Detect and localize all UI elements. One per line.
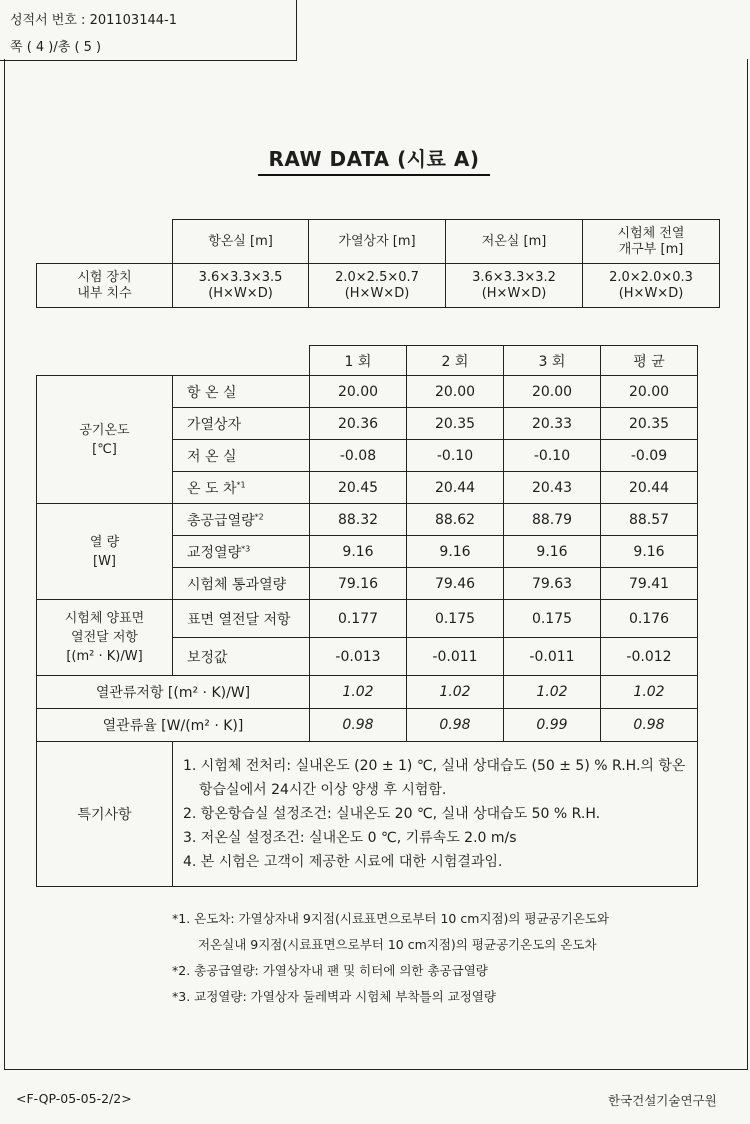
value-cell: -0.011 — [504, 638, 601, 676]
note-item: 2. 항온항습실 설정조건: 실내온도 20 ℃, 실내 상대습도 50 % R.H. — [183, 806, 601, 822]
value-cell: 0.177 — [310, 600, 407, 638]
row-label: 항 온 실 — [173, 376, 310, 408]
value-cell: 1.02 — [310, 676, 407, 709]
report-header-box — [0, 0, 297, 61]
value-cell: 0.175 — [407, 600, 504, 638]
value-cell: 0.98 — [407, 709, 504, 742]
footnotes — [172, 906, 732, 1010]
note-item: 1. 시험체 전처리: 실내온도 (20 ± 1) ℃, 실내 상대습도 (50 ± 5) % R.H.의 항온 — [183, 758, 686, 774]
value-cell: 20.36 — [310, 408, 407, 440]
results-col-header: 평 균 — [601, 346, 698, 376]
dimensions-corner — [37, 220, 173, 264]
group-heat: 열 량 [W] — [37, 504, 173, 600]
dimensions-col-header: 저온실 [m] — [446, 220, 583, 264]
row-label: 총공급열량$^{*2}$ — [173, 504, 310, 536]
value-cell: 20.45 — [310, 472, 407, 504]
value-cell: 20.00 — [310, 376, 407, 408]
value-cell: 0.98 — [310, 709, 407, 742]
value-cell: 20.44 — [407, 472, 504, 504]
form-code: <F-QP-05-05-2/2> — [16, 1091, 132, 1106]
note-item: 항습실에서 24시간 이상 양생 후 시험함. — [199, 782, 447, 798]
value-cell: 20.00 — [601, 376, 698, 408]
value-cell: 88.57 — [601, 504, 698, 536]
value-cell: -0.09 — [601, 440, 698, 472]
value-cell: 0.99 — [504, 709, 601, 742]
dimensions-cell: 3.6×3.3×3.5 (H×W×D) — [173, 264, 309, 308]
value-cell: 20.00 — [504, 376, 601, 408]
footnote: *3. 교정열량: 가열상자 둘레벽과 시험체 부착틀의 교정열량 — [172, 989, 496, 1004]
note-item: 3. 저온실 설정조건: 실내온도 0 ℃, 기류속도 2.0 m/s — [183, 830, 517, 846]
value-cell: 88.32 — [310, 504, 407, 536]
value-cell: 79.16 — [310, 568, 407, 600]
dimensions-cell: 2.0×2.0×0.3 (H×W×D) — [583, 264, 720, 308]
value-cell: 0.175 — [504, 600, 601, 638]
value-cell: -0.10 — [504, 440, 601, 472]
footnote: *1. 온도차: 가열상자내 9지점(시료표면으로부터 10 cm지점)의 평균공기온도와 — [172, 911, 609, 926]
notes-label: 특기사항 — [37, 742, 173, 887]
footnote: *2. 총공급열량: 가열상자내 팬 및 히터에 의한 총공급열량 — [172, 963, 488, 978]
note-item: 4. 본 시험은 고객이 제공한 시료에 대한 시험결과임. — [183, 854, 503, 870]
value-cell: 88.62 — [407, 504, 504, 536]
notes-cell — [173, 742, 698, 887]
resistance-label: 열관류저항 [(m² · K)/W] — [37, 676, 310, 709]
results-col-header: 1 회 — [310, 346, 407, 376]
dimensions-cell: 3.6×3.3×3.2 (H×W×D) — [446, 264, 583, 308]
value-cell: 20.33 — [504, 408, 601, 440]
footnote: 저온실내 9지점(시료표면으로부터 10 cm지점)의 평균공기온도의 온도차 — [198, 937, 597, 952]
value-cell: 0.176 — [601, 600, 698, 638]
row-label: 보정값 — [173, 638, 310, 676]
results-col-header: 2 회 — [407, 346, 504, 376]
results-col-header: 3 회 — [504, 346, 601, 376]
row-label: 온 도 차$^{*1}$ — [173, 472, 310, 504]
value-cell: -0.10 — [407, 440, 504, 472]
report-number: 성적서 번호 : 201103144-1 — [10, 13, 177, 28]
value-cell: 88.79 — [504, 504, 601, 536]
dimensions-col-header: 가열상자 [m] — [309, 220, 446, 264]
row-label: 교정열량$^{*3}$ — [173, 536, 310, 568]
value-cell: 79.46 — [407, 568, 504, 600]
row-label: 저 온 실 — [173, 440, 310, 472]
value-cell: 9.16 — [601, 536, 698, 568]
value-cell: 9.16 — [310, 536, 407, 568]
institute-name: 한국건설기술연구원 — [608, 1093, 717, 1108]
value-cell: -0.013 — [310, 638, 407, 676]
row-label: 시험체 통과열량 — [173, 568, 310, 600]
results-corner — [37, 346, 310, 376]
value-cell: 20.43 — [504, 472, 601, 504]
value-cell: 0.98 — [601, 709, 698, 742]
dimensions-table — [36, 219, 720, 308]
value-cell: -0.012 — [601, 638, 698, 676]
dimensions-col-header: 시험체 전열 개구부 [m] — [583, 220, 720, 264]
page-indicator: 쪽 ( 4 )/총 ( 5 ) — [10, 40, 102, 55]
value-cell: 20.00 — [407, 376, 504, 408]
value-cell: -0.011 — [407, 638, 504, 676]
value-cell: 20.44 — [601, 472, 698, 504]
group-surface-resistance: 시험체 양표면 열전달 저항 [(m² · K)/W] — [37, 600, 173, 676]
dimensions-col-header: 항온실 [m] — [173, 220, 309, 264]
results-table — [36, 345, 698, 887]
dimensions-cell: 2.0×2.5×0.7 (H×W×D) — [309, 264, 446, 308]
value-cell: -0.08 — [310, 440, 407, 472]
row-label: 가열상자 — [173, 408, 310, 440]
group-air-temp: 공기온도 [℃] — [37, 376, 173, 504]
value-cell: 1.02 — [407, 676, 504, 709]
value-cell: 79.63 — [504, 568, 601, 600]
transmittance-label: 열관류율 [W/(m² · K)] — [37, 709, 310, 742]
row-label: 표면 열전달 저항 — [173, 600, 310, 638]
value-cell: 1.02 — [504, 676, 601, 709]
dimensions-row-label: 시험 장치 내부 치수 — [37, 264, 173, 308]
page-title: RAW DATA (시료 A) — [258, 143, 490, 176]
value-cell: 1.02 — [601, 676, 698, 709]
value-cell: 79.41 — [601, 568, 698, 600]
value-cell: 20.35 — [407, 408, 504, 440]
value-cell: 9.16 — [407, 536, 504, 568]
value-cell: 9.16 — [504, 536, 601, 568]
value-cell: 20.35 — [601, 408, 698, 440]
